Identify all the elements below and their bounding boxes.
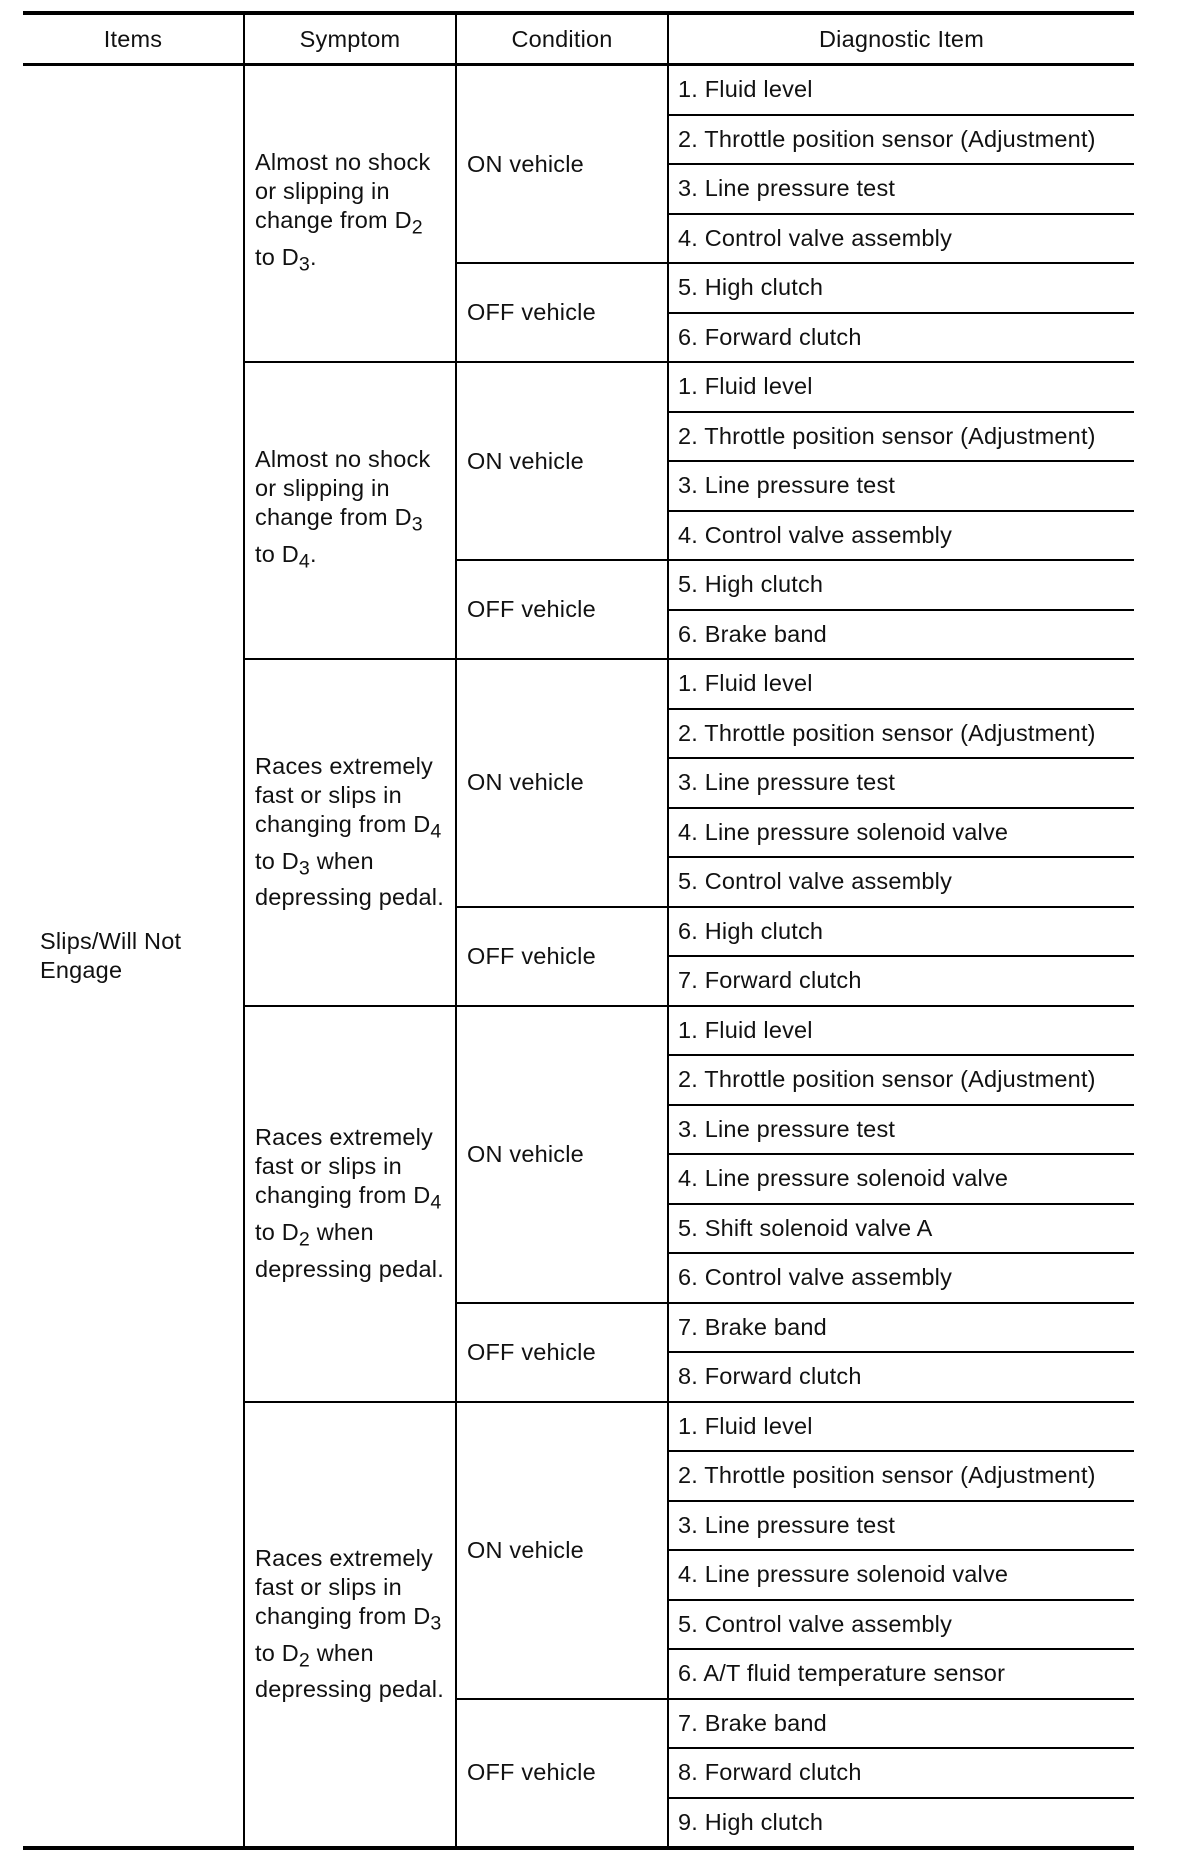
diagnostic-item: 2. Throttle position sensor (Adjustment) <box>668 1451 1134 1501</box>
diagnostic-item: 2. Throttle position sensor (Adjustment) <box>668 412 1134 462</box>
symptom-text-part: Races extremely fast or slips in changing from <box>255 753 433 838</box>
symptom-text <box>255 1544 445 1704</box>
symptom-gear-from-sub: 3 <box>411 513 423 536</box>
header-items: Items <box>23 13 244 65</box>
symptom-gear-from-sub: 3 <box>430 1612 442 1635</box>
symptom-gear-to-sub: 2 <box>298 1649 310 1672</box>
diagnostic-item: 3. Line pressure test <box>668 1501 1134 1551</box>
symptom-gear-from-sub: 2 <box>411 216 423 239</box>
condition-cell: OFF vehicle <box>456 263 668 362</box>
diagnostic-item: 1. Fluid level <box>668 659 1134 709</box>
symptom-cell <box>244 1402 456 1849</box>
symptom-gear-from-sub: 4 <box>430 820 442 843</box>
symptom-text <box>255 148 445 279</box>
symptom-gear-to-sub: 3 <box>298 253 310 276</box>
symptom-gear-to: D <box>281 1639 299 1666</box>
symptom-text <box>255 1123 445 1283</box>
symptom-text-part: to <box>255 540 282 567</box>
symptom-text-part: Almost no shock or slipping in change from <box>255 445 431 530</box>
symptom-cell <box>244 65 456 363</box>
diagnostic-item: 4. Line pressure solenoid valve <box>668 808 1134 858</box>
diagnostic-item: 4. Control valve assembly <box>668 214 1134 264</box>
diagnostic-item: 5. Control valve assembly <box>668 1600 1134 1650</box>
symptom-cell <box>244 362 456 659</box>
diagnostic-item: 1. Fluid level <box>668 65 1134 115</box>
diagnostic-item: 6. Control valve assembly <box>668 1253 1134 1303</box>
symptom-cell <box>244 659 456 1006</box>
diagnostic-item: 3. Line pressure test <box>668 461 1134 511</box>
condition-cell: OFF vehicle <box>456 1303 668 1402</box>
symptom-text <box>255 752 445 912</box>
diagnostic-item: 6. Brake band <box>668 610 1134 660</box>
symptom-text-part: . <box>310 540 317 567</box>
diagnostic-item: 2. Throttle position sensor (Adjustment) <box>668 709 1134 759</box>
diagnostic-item: 6. A/T fluid temperature sensor <box>668 1649 1134 1699</box>
diagnostic-item: 7. Brake band <box>668 1699 1134 1749</box>
diagnostic-item: 1. Fluid level <box>668 1006 1134 1056</box>
condition-cell: OFF vehicle <box>456 1699 668 1849</box>
diagnostic-item: 8. Forward clutch <box>668 1352 1134 1402</box>
condition-cell: ON vehicle <box>456 1006 668 1303</box>
diagnostic-item: 4. Line pressure solenoid valve <box>668 1550 1134 1600</box>
table-body <box>23 65 1134 1849</box>
diagnostic-item: 5. Shift solenoid valve A <box>668 1204 1134 1254</box>
symptom-gear-from: D <box>413 811 431 838</box>
diagnostic-item: 2. Throttle position sensor (Adjustment) <box>668 1055 1134 1105</box>
diagnostic-item: 3. Line pressure test <box>668 1105 1134 1155</box>
diagnostic-item: 2. Throttle position sensor (Adjustment) <box>668 115 1134 165</box>
diagnostic-item: 7. Brake band <box>668 1303 1134 1353</box>
diagnosis-table <box>23 11 1134 1850</box>
symptom-text-part: Almost no shock or slipping in change from <box>255 148 431 233</box>
symptom-text-part: Races extremely fast or slips in changing from <box>255 1545 433 1630</box>
symptom-gear-to: D <box>281 540 299 567</box>
diagnostic-item: 5. Control valve assembly <box>668 857 1134 907</box>
header-row <box>23 13 1134 65</box>
symptom-text-part: . <box>310 243 317 270</box>
condition-cell: ON vehicle <box>456 362 668 560</box>
symptom-text-part: to <box>255 1219 282 1245</box>
symptom-gear-from: D <box>394 206 412 233</box>
symptom-text-part: when depressing pedal. <box>255 1639 444 1703</box>
condition-cell: OFF vehicle <box>456 560 668 659</box>
symptom-gear-to-sub: 2 <box>298 1228 310 1251</box>
diagnostic-item: 5. High clutch <box>668 560 1134 610</box>
header-diagnostic-item: Diagnostic Item <box>668 13 1134 65</box>
table-row <box>23 65 1134 115</box>
symptom-text-part: to <box>255 847 282 874</box>
condition-cell: ON vehicle <box>456 659 668 907</box>
diagnostic-item: 6. High clutch <box>668 907 1134 957</box>
header-symptom: Symptom <box>244 13 456 65</box>
diagnostic-item: 1. Fluid level <box>668 362 1134 412</box>
symptom-gear-to: D <box>281 243 299 270</box>
symptom-text <box>255 445 445 576</box>
symptom-text-part: when depressing pedal. <box>255 847 444 911</box>
diagnostic-item: 6. Forward clutch <box>668 313 1134 363</box>
diagnostic-item: 4. Control valve assembly <box>668 511 1134 561</box>
symptom-text-part: to <box>255 243 282 270</box>
symptom-gear-to: D <box>281 847 299 874</box>
symptom-gear-to: D <box>281 1219 299 1245</box>
condition-cell: ON vehicle <box>456 65 668 264</box>
symptom-text-part: when depressing pedal. <box>255 1219 444 1282</box>
diagnostic-item: 8. Forward clutch <box>668 1748 1134 1798</box>
diagnostic-item: 4. Line pressure solenoid valve <box>668 1154 1134 1204</box>
symptom-gear-from: D <box>413 1182 431 1209</box>
item-line: Engage <box>40 957 123 983</box>
symptom-text-part: Races extremely fast or slips in changing from <box>255 1124 433 1209</box>
diagnostic-item: 3. Line pressure test <box>668 758 1134 808</box>
symptom-gear-from-sub: 4 <box>430 1192 442 1214</box>
condition-cell: OFF vehicle <box>456 907 668 1006</box>
diagnostic-item: 1. Fluid level <box>668 1402 1134 1452</box>
item-cell <box>23 65 244 1849</box>
diagnostic-item: 3. Line pressure test <box>668 164 1134 214</box>
diagnostic-item: 9. High clutch <box>668 1798 1134 1849</box>
symptom-gear-to-sub: 3 <box>298 857 310 880</box>
diagnostic-item: 7. Forward clutch <box>668 956 1134 1006</box>
symptom-gear-from: D <box>394 503 412 530</box>
header-condition: Condition <box>456 13 668 65</box>
symptom-gear-from: D <box>413 1603 431 1630</box>
symptom-text-part: to <box>255 1639 282 1666</box>
diagnostic-item: 5. High clutch <box>668 263 1134 313</box>
symptom-cell <box>244 1006 456 1402</box>
symptom-gear-to-sub: 4 <box>298 550 310 573</box>
condition-cell: ON vehicle <box>456 1402 668 1699</box>
item-line: Slips/Will Not <box>40 928 182 954</box>
